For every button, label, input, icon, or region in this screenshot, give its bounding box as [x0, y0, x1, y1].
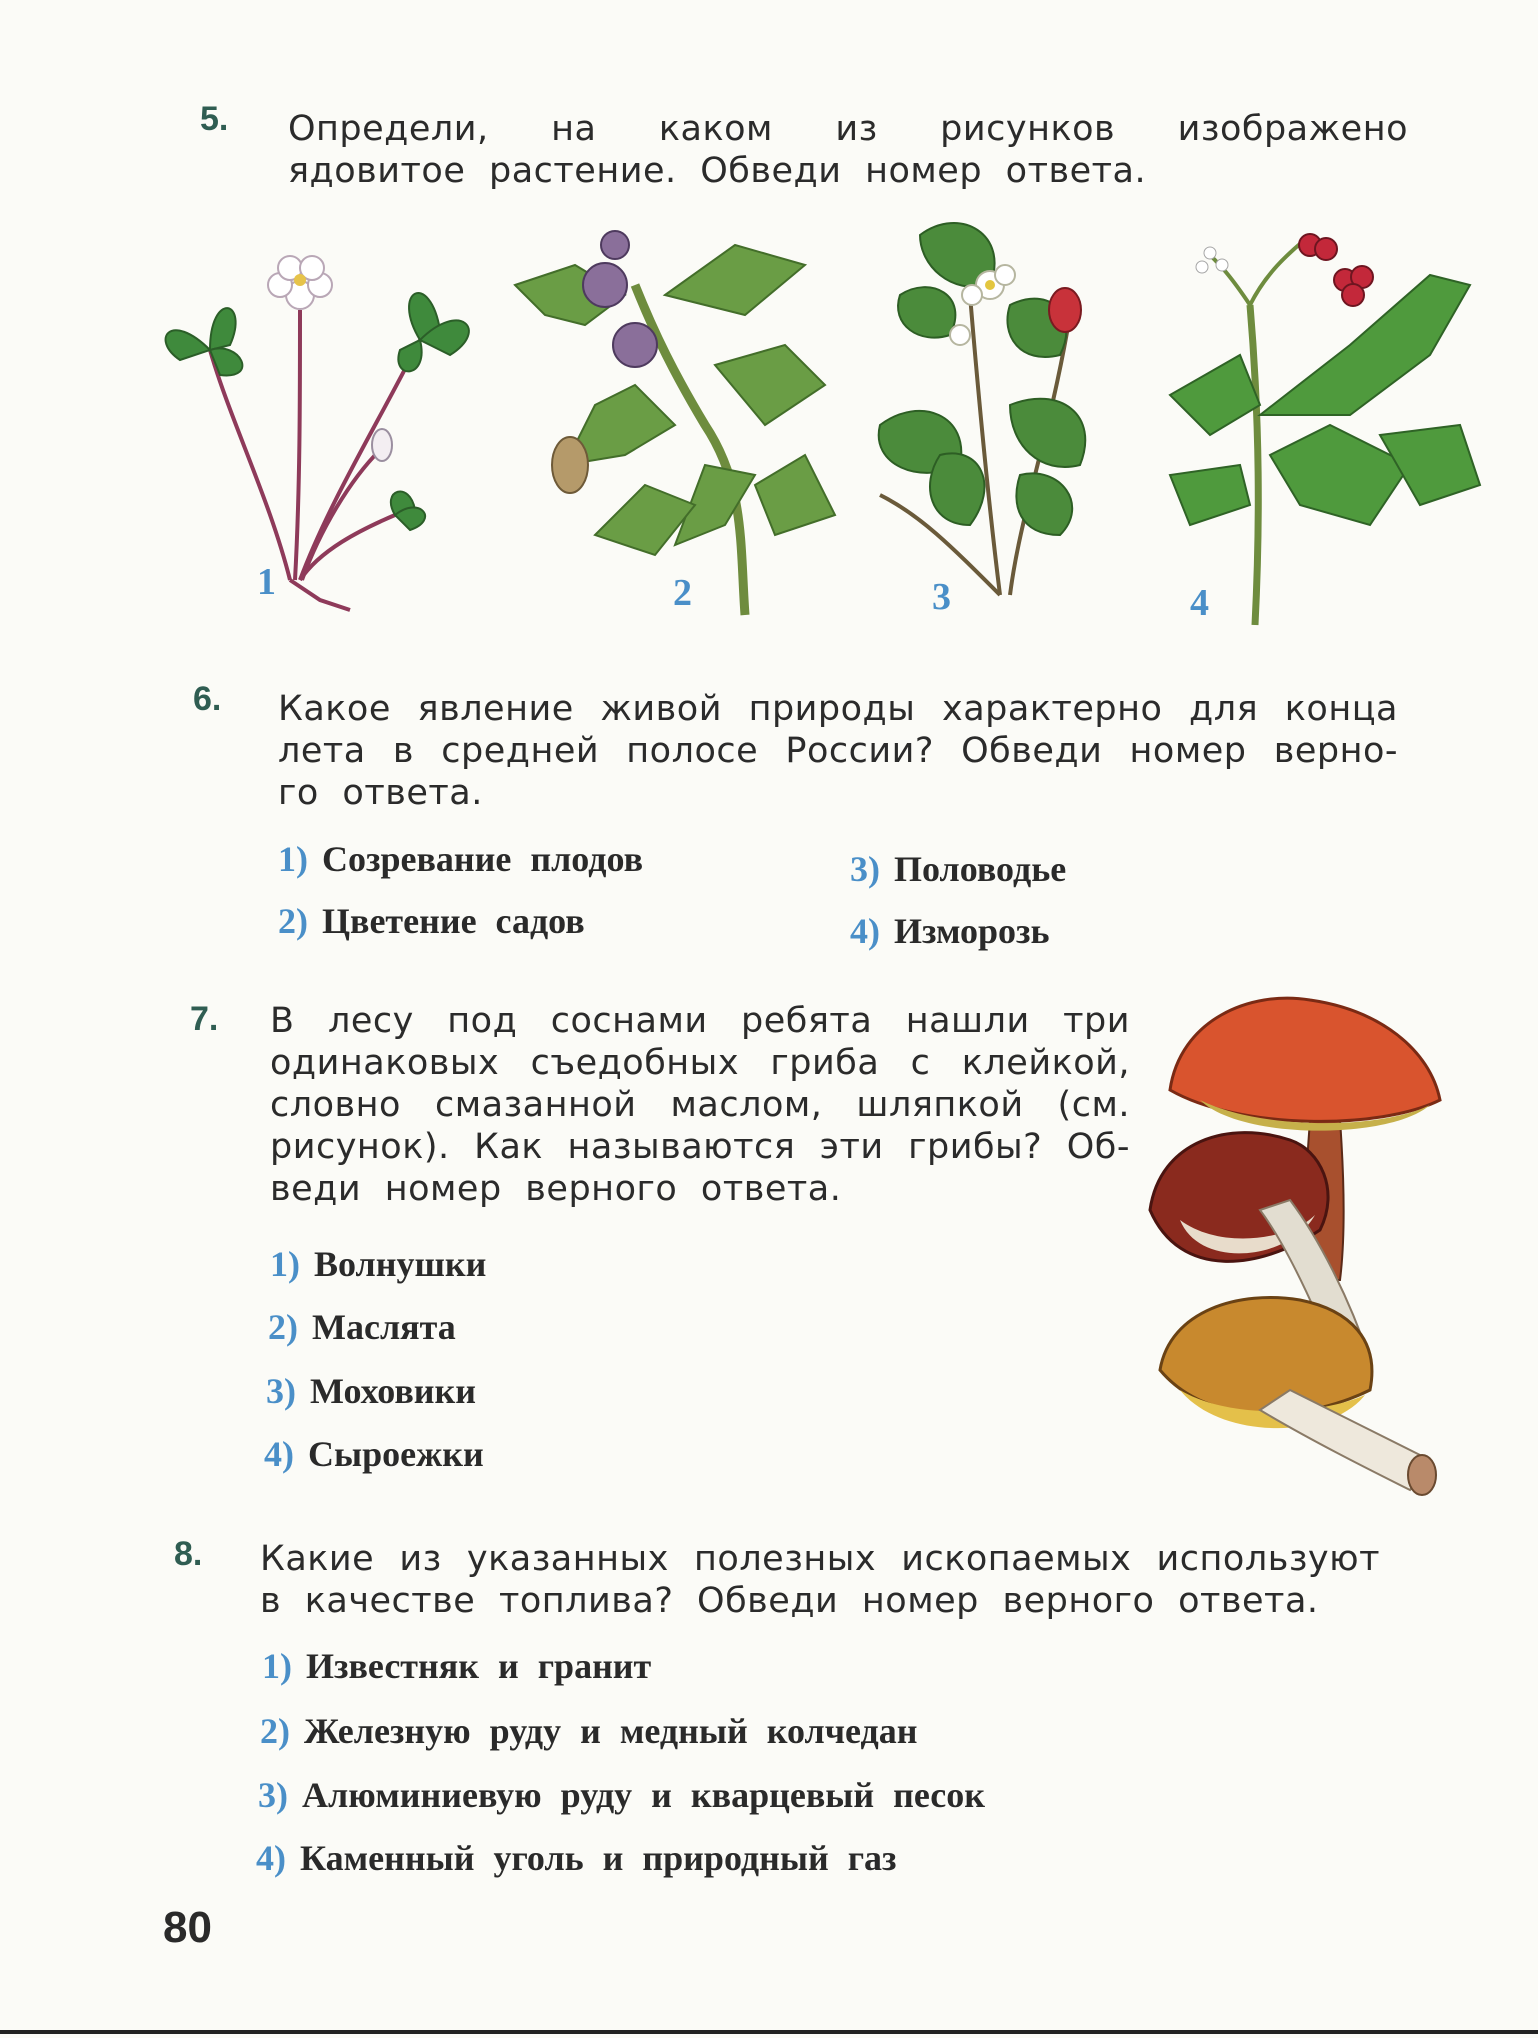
q6-option-3-text: Половодье	[894, 849, 1067, 889]
question-7-text: В лесу под соснами ребята нашли три одинаковых съедобных гриба с клейкой, словно смазанной маслом, шляпкой (см. рисунок). Как называются эти грибы? Об-веди номер верного ответа.	[270, 1001, 1130, 1209]
question-6-text: Какое явление живой природы характерно для конца лета в средней полосе России? Обведи номер верно-го ответа.	[278, 689, 1398, 813]
q8-option-2[interactable]	[260, 1710, 917, 1752]
q6-option-3-number: 3)	[850, 849, 880, 889]
q7-option-1[interactable]	[270, 1243, 486, 1285]
plant-3-label[interactable]: 3	[932, 576, 951, 618]
q7-option-3-text: Моховики	[310, 1371, 477, 1411]
plant-1-label[interactable]: 1	[257, 561, 276, 603]
q7-option-4[interactable]	[264, 1433, 484, 1475]
q6-option-1[interactable]	[278, 838, 643, 880]
question-6-number: 6.	[193, 680, 222, 718]
q8-option-1-number: 1)	[262, 1646, 292, 1686]
q6-option-1-number: 1)	[278, 839, 308, 879]
question-7-number: 7.	[190, 1000, 219, 1038]
q6-option-2-text: Цветение садов	[322, 901, 585, 941]
q7-option-2[interactable]	[268, 1306, 456, 1348]
q6-option-4-text: Изморозь	[894, 911, 1050, 951]
plant-4-label[interactable]: 4	[1190, 582, 1209, 624]
q6-option-2-number: 2)	[278, 901, 308, 941]
henbane-icon[interactable]	[505, 225, 835, 615]
q7-option-1-number: 1)	[270, 1244, 300, 1284]
q7-option-1-text: Волнушки	[314, 1244, 487, 1284]
q8-option-4-number: 4)	[256, 1838, 286, 1878]
q8-option-1-text: Известняк и гранит	[306, 1646, 652, 1686]
q6-option-4-number: 4)	[850, 911, 880, 951]
q6-option-4[interactable]	[850, 910, 1050, 952]
q6-option-2[interactable]	[278, 900, 585, 942]
q8-option-2-number: 2)	[260, 1711, 290, 1751]
page-number: 80	[163, 1903, 212, 1952]
q7-option-4-number: 4)	[264, 1434, 294, 1474]
q8-option-1[interactable]	[262, 1645, 651, 1687]
strawberry-icon[interactable]	[860, 215, 1160, 615]
question-5-text: Определи, на каком из рисунков изображено ядовитое растение. Обведи номер ответа.	[288, 109, 1408, 191]
question-8-text: Какие из указанных полезных ископаемых используют в качестве топлива? Обведи номер верного ответа.	[260, 1539, 1380, 1621]
q8-option-4[interactable]	[256, 1837, 897, 1879]
wood-sorrel-icon[interactable]	[150, 250, 490, 610]
q6-option-3[interactable]	[850, 848, 1066, 890]
q7-option-3[interactable]	[266, 1370, 476, 1412]
q8-option-3-number: 3)	[258, 1775, 288, 1815]
q6-option-1-text: Созревание плодов	[322, 839, 644, 879]
question-5-number: 5.	[200, 100, 229, 138]
q8-option-3[interactable]	[258, 1774, 985, 1816]
bottom-divider	[0, 2030, 1538, 2034]
question-8-number: 8.	[174, 1535, 203, 1573]
q8-option-3-text: Алюминиевую руду и кварцевый песок	[302, 1775, 986, 1815]
plant-2-label[interactable]: 2	[673, 572, 692, 614]
mushrooms-icon	[1140, 990, 1450, 1520]
q7-option-2-text: Маслята	[312, 1307, 456, 1347]
q8-option-2-text: Железную руду и медный колчедан	[304, 1711, 918, 1751]
q7-option-4-text: Сыроежки	[308, 1434, 484, 1474]
q7-option-2-number: 2)	[268, 1307, 298, 1347]
q7-option-3-number: 3)	[266, 1371, 296, 1411]
q8-option-4-text: Каменный уголь и природный газ	[300, 1838, 897, 1878]
baneberry-icon[interactable]	[1150, 225, 1490, 625]
